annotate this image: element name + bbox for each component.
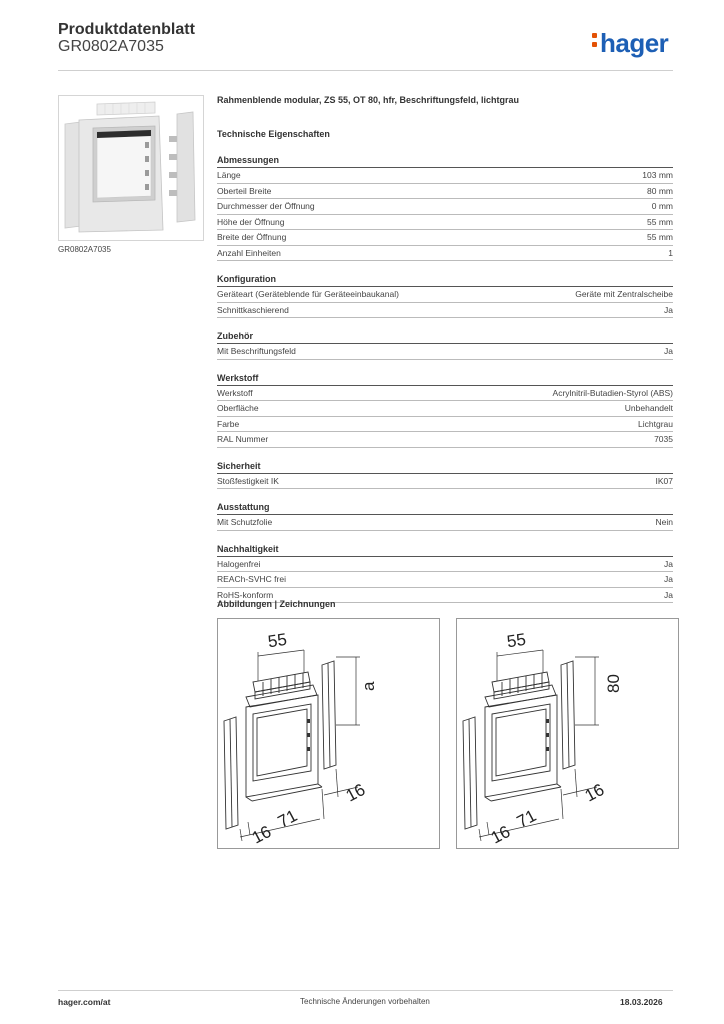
- group-spacer: [217, 318, 673, 327]
- spec-group: [217, 531, 673, 604]
- spec-row: [217, 557, 673, 573]
- spec-row: [217, 287, 673, 303]
- group-spacer: [217, 360, 673, 369]
- spec-label: Oberteil Breite: [217, 185, 272, 196]
- spec-label: Stoßfestigkeit IK: [217, 475, 279, 486]
- spec-label: Mit Schutzfolie: [217, 517, 273, 527]
- spec-label: Halogenfrei: [217, 558, 261, 569]
- dim-width-label: 71: [274, 805, 301, 832]
- product-description: Rahmenblende modular, ZS 55, OT 80, hfr, Beschriftungsfeld, lichtgrau: [217, 95, 520, 105]
- spec-row: [217, 168, 673, 184]
- spec-row: [217, 215, 673, 231]
- spec-value: 103 mm: [642, 170, 673, 180]
- spec-value: IK07: [655, 475, 673, 486]
- tech-heading: Technische Eigenschaften: [217, 129, 330, 139]
- spec-row: [217, 199, 673, 215]
- spec-label: Breite der Öffnung: [217, 232, 287, 242]
- group-spacer: [217, 489, 673, 498]
- dim-width-label: 71: [513, 805, 540, 832]
- spec-row: [217, 432, 673, 448]
- group-spacer: [217, 261, 673, 270]
- spec-group-title: Werkstoff: [217, 369, 673, 386]
- dim-side-right-label: 16: [581, 779, 608, 806]
- spec-label: Anzahl Einheiten: [217, 247, 281, 258]
- spec-value: Ja: [664, 558, 673, 569]
- spec-value: Ja: [664, 574, 673, 584]
- spec-label: REACh-SVHC frei: [217, 574, 286, 584]
- spec-group-title: Ausstattung: [217, 498, 673, 515]
- spec-value: Ja: [664, 589, 673, 600]
- drawings-heading: Abbildungen | Zeichnungen: [217, 599, 336, 609]
- spec-row: [217, 474, 673, 490]
- hager-logo: [592, 28, 668, 59]
- drawing-frame-a: [217, 618, 440, 849]
- spec-row: [217, 386, 673, 402]
- spec-value: 0 mm: [651, 201, 673, 211]
- spec-label: RoHS-konform: [217, 589, 274, 600]
- drawing-frame-80: [456, 618, 679, 849]
- spec-group: [217, 360, 673, 448]
- spec-value: 55 mm: [647, 216, 673, 227]
- footer-date: 18.03.2026: [620, 997, 663, 1007]
- page-title: Produktdatenblatt: [58, 21, 195, 38]
- dim-height-label: a: [359, 681, 378, 691]
- spec-value: 80 mm: [647, 185, 673, 196]
- dim-top-label: 55: [505, 629, 528, 652]
- spec-row: [217, 572, 673, 588]
- spec-group-title: Nachhaltigkeit: [217, 540, 673, 557]
- spec-label: Mit Beschriftungsfeld: [217, 346, 296, 356]
- spec-group-title: Konfiguration: [217, 270, 673, 287]
- spec-value: 7035: [654, 434, 673, 444]
- logo-dots-icon: [592, 28, 598, 50]
- spec-row: [217, 515, 673, 531]
- spec-value: Lichtgrau: [638, 418, 673, 429]
- spec-value: Unbehandelt: [624, 403, 673, 413]
- spec-label: Geräteart (Geräteblende für Geräteeinbaukanal): [217, 289, 399, 299]
- spec-group-title: Sicherheit: [217, 457, 673, 474]
- footer-divider: [58, 990, 673, 991]
- spec-row: [217, 230, 673, 246]
- spec-content: [217, 95, 673, 603]
- dim-side-left-label: 16: [248, 821, 275, 848]
- spec-value: Ja: [664, 304, 673, 315]
- dim-height-label: 80: [604, 674, 623, 693]
- product-image: [58, 95, 204, 241]
- spec-label: Höhe der Öffnung: [217, 216, 285, 227]
- image-caption: GR0802A7035: [58, 245, 111, 254]
- product-photo-illustration: [59, 96, 203, 240]
- spec-group-title: Abmessungen: [217, 151, 673, 168]
- spec-label: Durchmesser der Öffnung: [217, 201, 315, 211]
- spec-group: [217, 261, 673, 318]
- product-code: GR0802A7035: [58, 38, 164, 55]
- spec-group: [217, 318, 673, 360]
- spec-row: [217, 184, 673, 200]
- spec-row: [217, 303, 673, 319]
- logo-text: hager: [600, 28, 669, 58]
- spec-row: [217, 344, 673, 360]
- spec-group-title: Zubehör: [217, 327, 673, 344]
- group-spacer: [217, 448, 673, 457]
- spec-label: RAL Nummer: [217, 434, 269, 444]
- spec-group: [217, 489, 673, 531]
- spec-row: [217, 401, 673, 417]
- footer-website-link[interactable]: hager.com/at: [58, 997, 111, 1007]
- spec-label: Werkstoff: [217, 387, 253, 398]
- spec-value: 1: [668, 247, 673, 258]
- spec-label: Oberfläche: [217, 403, 259, 413]
- spec-value: 55 mm: [647, 232, 673, 242]
- spec-label: Farbe: [217, 418, 240, 429]
- spec-value: Ja: [664, 346, 673, 356]
- dim-top-label: 55: [266, 629, 289, 652]
- header-divider: [58, 70, 673, 71]
- dim-side-right-label: 16: [342, 779, 369, 806]
- spec-value: Geräte mit Zentralscheibe: [575, 289, 673, 299]
- spec-group: [217, 151, 673, 261]
- spec-label: Länge: [217, 170, 241, 180]
- footer-disclaimer: Technische Änderungen vorbehalten: [300, 997, 430, 1006]
- spec-row: [217, 246, 673, 262]
- spec-row: [217, 417, 673, 433]
- spec-group: [217, 448, 673, 490]
- group-spacer: [217, 531, 673, 540]
- spec-value: Nein: [655, 517, 673, 527]
- spec-value: Acrylnitril-Butadien-Styrol (ABS): [552, 387, 673, 398]
- dim-side-left-label: 16: [487, 821, 514, 848]
- spec-label: Schnittkaschierend: [217, 304, 289, 315]
- spec-groups: [217, 151, 673, 603]
